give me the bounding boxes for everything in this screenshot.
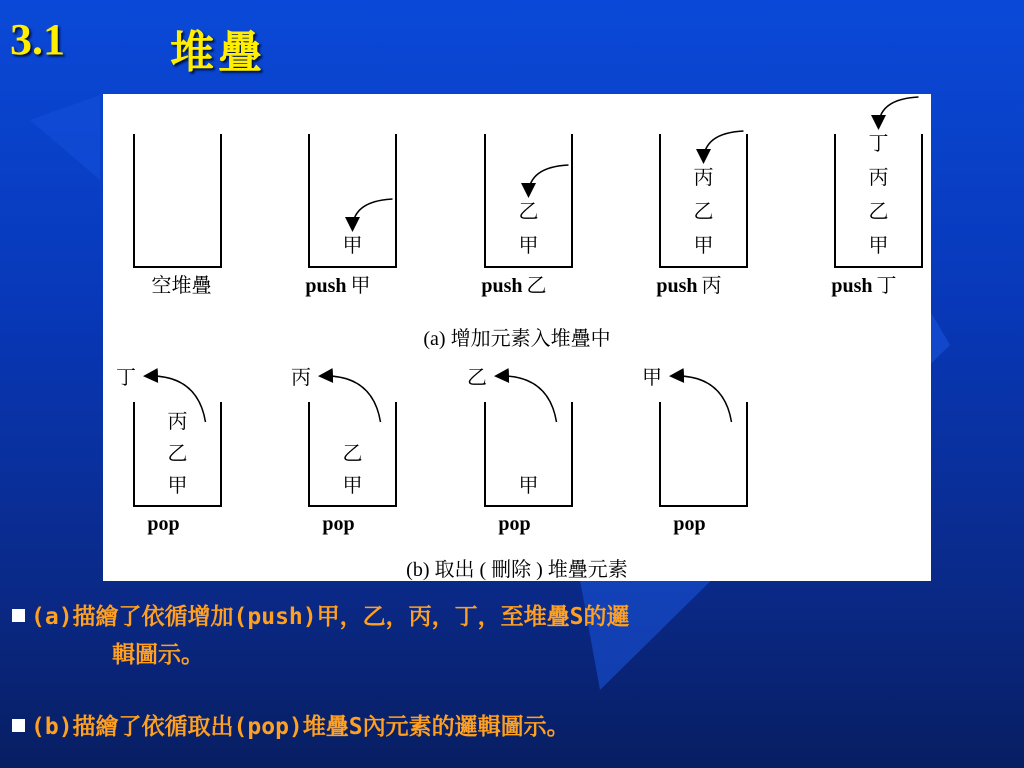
stack-element: 丁 <box>868 131 889 155</box>
operation-label: push <box>305 275 347 297</box>
stack-element: 乙 <box>167 441 188 465</box>
stack-element: 甲 <box>342 473 363 497</box>
stack-diagram <box>103 94 931 581</box>
bullet-a-line1: (a)描繪了依循增加(push)甲，乙，丙，丁，至堆疊S的邏 <box>31 604 630 630</box>
popped-element: 乙 <box>467 365 487 389</box>
stack-element: 甲 <box>167 473 188 497</box>
operation-label: pop <box>498 513 531 535</box>
popped-element: 甲 <box>642 365 662 389</box>
popped-element: 丁 <box>116 365 136 389</box>
bullet-a-line2: 輯圖示。 <box>112 642 204 668</box>
stack-container <box>134 134 221 267</box>
stack-diagram-svg <box>103 94 931 581</box>
stack-element: 甲 <box>518 233 539 257</box>
stack-container <box>660 402 747 506</box>
operation-label: pop <box>673 513 706 535</box>
operation-label: pop <box>322 513 355 535</box>
push-arrow <box>704 131 744 161</box>
operation-element: 丙 <box>701 273 722 297</box>
caption-a: (a) 增加元素入堆疊中 <box>423 328 611 350</box>
operation-element: 丁 <box>876 273 897 297</box>
stack-element: 丙 <box>167 409 188 433</box>
bullet-a <box>12 598 629 674</box>
stack-element: 甲 <box>342 233 363 257</box>
stack-element: 乙 <box>693 199 714 223</box>
bullet-b <box>12 708 570 746</box>
bullet-square-icon <box>12 609 25 622</box>
stack-element: 丙 <box>868 165 889 189</box>
operation-label: push <box>656 275 698 297</box>
section-number: 3.1 <box>10 15 65 64</box>
operation-element: 乙 <box>526 273 547 297</box>
operation-label: push <box>831 275 873 297</box>
operation-label: push <box>481 275 523 297</box>
operation-element: 甲 <box>350 273 371 297</box>
bullet-square-icon <box>12 719 25 732</box>
stack-element: 甲 <box>693 233 714 257</box>
stack-element: 乙 <box>868 199 889 223</box>
stack-element: 乙 <box>518 199 539 223</box>
push-arrow <box>353 199 393 229</box>
pop-arrow <box>672 376 732 422</box>
stack-element: 甲 <box>518 473 539 497</box>
operation-label: pop <box>147 513 180 535</box>
bullet-b-line1: (b)描繪了依循取出(pop)堆疊S內元素的邏輯圖示。 <box>31 714 570 740</box>
caption-b: (b) 取出 ( 刪除 ) 堆疊元素 <box>406 559 628 581</box>
pop-arrow <box>497 376 557 422</box>
empty-stack-label: 空堆疊 <box>151 273 212 297</box>
popped-element: 丙 <box>291 365 311 389</box>
stack-element: 乙 <box>342 441 363 465</box>
push-arrow <box>529 165 569 195</box>
page-title: 堆疊 <box>170 27 266 78</box>
stack-element: 甲 <box>868 233 889 257</box>
push-arrow <box>879 97 919 127</box>
stack-element: 丙 <box>693 165 714 189</box>
pop-arrow <box>321 376 381 422</box>
